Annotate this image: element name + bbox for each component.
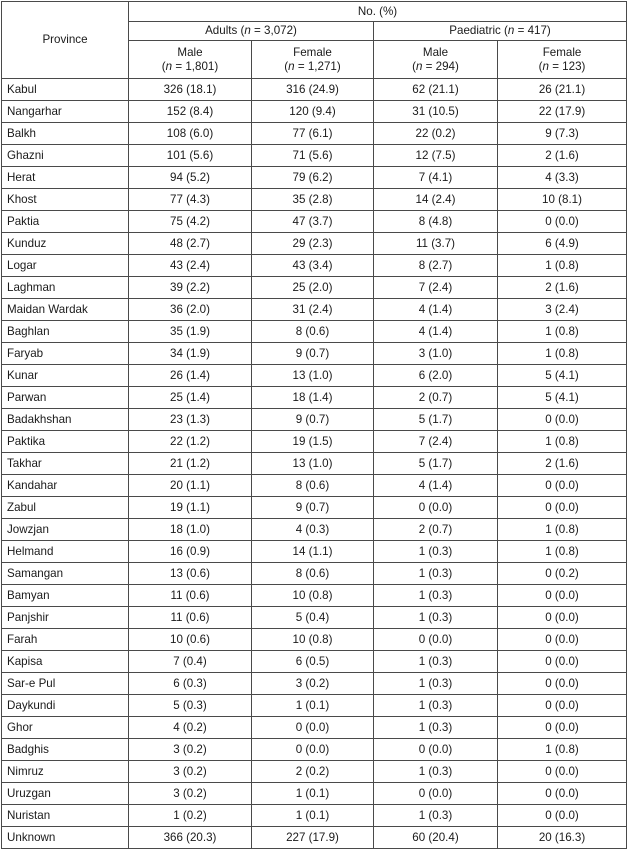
adult-male-cell: 22 (1.2) <box>129 431 252 453</box>
paed-male-n: (n = 294) <box>412 59 459 73</box>
paed-male-cell: 6 (2.0) <box>374 365 498 387</box>
paed-female-cell: 0 (0.2) <box>498 563 627 585</box>
table-row <box>2 695 627 717</box>
paed-male-cell: 14 (2.4) <box>374 189 498 211</box>
adult-female-cell: 47 (3.7) <box>252 211 374 233</box>
adult-male-cell: 3 (0.2) <box>129 739 252 761</box>
province-cell: Zabul <box>2 497 129 519</box>
table-row <box>2 651 627 673</box>
paed-male-cell: 5 (1.7) <box>374 409 498 431</box>
paed-male-cell: 0 (0.0) <box>374 739 498 761</box>
adult-female-cell: 8 (0.6) <box>252 475 374 497</box>
table-row <box>2 343 627 365</box>
paed-female-cell: 1 (0.8) <box>498 739 627 761</box>
paed-female-cell: 0 (0.0) <box>498 783 627 805</box>
province-cell: Badakhshan <box>2 409 129 431</box>
adult-male-cell: 48 (2.7) <box>129 233 252 255</box>
table-row <box>2 365 627 387</box>
table-row <box>2 321 627 343</box>
province-cell: Badghis <box>2 739 129 761</box>
paed-male-cell: 4 (1.4) <box>374 475 498 497</box>
adult-female-cell: 77 (6.1) <box>252 123 374 145</box>
paed-female-cell: 0 (0.0) <box>498 761 627 783</box>
table-row <box>2 299 627 321</box>
province-cell: Laghman <box>2 277 129 299</box>
adult-female-cell: 10 (0.8) <box>252 585 374 607</box>
paed-male-cell: 1 (0.3) <box>374 695 498 717</box>
adult-male-cell: 108 (6.0) <box>129 123 252 145</box>
paed-female-cell: 5 (4.1) <box>498 387 627 409</box>
adult-male-cell: 3 (0.2) <box>129 761 252 783</box>
adult-male-header <box>129 41 252 79</box>
paed-male-cell: 7 (2.4) <box>374 431 498 453</box>
province-cell: Samangan <box>2 563 129 585</box>
paed-female-cell: 20 (16.3) <box>498 827 627 849</box>
paed-female-cell: 0 (0.0) <box>498 717 627 739</box>
paed-male-cell: 1 (0.3) <box>374 541 498 563</box>
adult-male-cell: 94 (5.2) <box>129 167 252 189</box>
adult-female-cell: 227 (17.9) <box>252 827 374 849</box>
table-row <box>2 629 627 651</box>
adult-male-cell: 16 (0.9) <box>129 541 252 563</box>
province-cell: Kandahar <box>2 475 129 497</box>
paed-female-cell: 0 (0.0) <box>498 695 627 717</box>
province-cell: Logar <box>2 255 129 277</box>
paed-male-cell: 4 (1.4) <box>374 321 498 343</box>
adult-female-cell: 4 (0.3) <box>252 519 374 541</box>
adult-male-cell: 10 (0.6) <box>129 629 252 651</box>
table-row <box>2 255 627 277</box>
adult-female-cell: 19 (1.5) <box>252 431 374 453</box>
paed-male-cell: 8 (4.8) <box>374 211 498 233</box>
paed-male-cell: 3 (1.0) <box>374 343 498 365</box>
adult-female-cell: 71 (5.6) <box>252 145 374 167</box>
province-cell: Maidan Wardak <box>2 299 129 321</box>
adult-male-cell: 11 (0.6) <box>129 607 252 629</box>
paed-male-cell: 12 (7.5) <box>374 145 498 167</box>
paed-male-label: Male <box>422 45 449 59</box>
paed-male-cell: 0 (0.0) <box>374 629 498 651</box>
table-row <box>2 783 627 805</box>
adult-male-cell: 3 (0.2) <box>129 783 252 805</box>
paed-female-cell: 1 (0.8) <box>498 431 627 453</box>
table-row <box>2 541 627 563</box>
paed-female-cell: 0 (0.0) <box>498 651 627 673</box>
adult-male-cell: 77 (4.3) <box>129 189 252 211</box>
adult-female-cell: 13 (1.0) <box>252 453 374 475</box>
table-row <box>2 827 627 849</box>
paed-female-cell: 0 (0.0) <box>498 585 627 607</box>
adult-female-cell: 0 (0.0) <box>252 717 374 739</box>
paed-male-cell: 60 (20.4) <box>374 827 498 849</box>
adult-male-cell: 20 (1.1) <box>129 475 252 497</box>
adult-female-header <box>252 41 374 79</box>
province-cell: Helmand <box>2 541 129 563</box>
adult-female-cell: 13 (1.0) <box>252 365 374 387</box>
paed-male-cell: 0 (0.0) <box>374 783 498 805</box>
adults-label: Adults (n = 3,072) <box>205 24 297 37</box>
province-cell: Paktia <box>2 211 129 233</box>
paed-female-cell: 26 (21.1) <box>498 79 627 101</box>
table-row <box>2 189 627 211</box>
adult-male-cell: 25 (1.4) <box>129 387 252 409</box>
paed-male-cell: 5 (1.7) <box>374 453 498 475</box>
paed-female-cell: 0 (0.0) <box>498 607 627 629</box>
adult-female-cell: 43 (3.4) <box>252 255 374 277</box>
adult-female-cell: 1 (0.1) <box>252 805 374 827</box>
table-row <box>2 431 627 453</box>
paediatric-header <box>374 22 627 41</box>
paed-female-cell: 1 (0.8) <box>498 519 627 541</box>
table-row <box>2 167 627 189</box>
paed-male-cell: 11 (3.7) <box>374 233 498 255</box>
paed-male-cell: 7 (4.1) <box>374 167 498 189</box>
paed-female-header <box>498 41 627 79</box>
paed-male-cell: 1 (0.3) <box>374 673 498 695</box>
paed-female-cell: 9 (7.3) <box>498 123 627 145</box>
adult-male-cell: 23 (1.3) <box>129 409 252 431</box>
table-row <box>2 145 627 167</box>
adult-female-cell: 9 (0.7) <box>252 409 374 431</box>
paed-female-cell: 1 (0.8) <box>498 541 627 563</box>
province-cell: Uruzgan <box>2 783 129 805</box>
paed-female-cell: 1 (0.8) <box>498 343 627 365</box>
province-cell: Kapisa <box>2 651 129 673</box>
adult-female-cell: 25 (2.0) <box>252 277 374 299</box>
province-cell: Ghor <box>2 717 129 739</box>
adult-female-cell: 9 (0.7) <box>252 497 374 519</box>
adult-female-cell: 18 (1.4) <box>252 387 374 409</box>
province-cell: Panjshir <box>2 607 129 629</box>
table-row <box>2 79 627 101</box>
province-cell: Paktika <box>2 431 129 453</box>
paed-female-cell: 10 (8.1) <box>498 189 627 211</box>
adult-female-cell: 8 (0.6) <box>252 563 374 585</box>
adult-female-cell: 10 (0.8) <box>252 629 374 651</box>
adult-female-cell: 120 (9.4) <box>252 101 374 123</box>
province-cell: Daykundi <box>2 695 129 717</box>
province-cell: Ghazni <box>2 145 129 167</box>
province-cell: Parwan <box>2 387 129 409</box>
adult-female-cell: 1 (0.1) <box>252 783 374 805</box>
adult-female-cell: 9 (0.7) <box>252 343 374 365</box>
paed-male-cell: 2 (0.7) <box>374 519 498 541</box>
adult-male-label: Male <box>177 45 203 59</box>
adult-male-cell: 21 (1.2) <box>129 453 252 475</box>
adult-male-cell: 26 (1.4) <box>129 365 252 387</box>
paed-female-cell: 6 (4.9) <box>498 233 627 255</box>
paed-male-cell: 62 (21.1) <box>374 79 498 101</box>
province-cell: Nimruz <box>2 761 129 783</box>
adults-header <box>129 22 374 41</box>
paed-male-cell: 7 (2.4) <box>374 277 498 299</box>
table-row <box>2 387 627 409</box>
province-cell: Farah <box>2 629 129 651</box>
paed-male-cell: 22 (0.2) <box>374 123 498 145</box>
adult-male-cell: 1 (0.2) <box>129 805 252 827</box>
table-row <box>2 211 627 233</box>
paediatric-label: Paediatric (n = 417) <box>449 24 551 37</box>
adult-male-cell: 326 (18.1) <box>129 79 252 101</box>
adult-female-cell: 29 (2.3) <box>252 233 374 255</box>
paed-female-cell: 0 (0.0) <box>498 497 627 519</box>
paed-male-cell: 4 (1.4) <box>374 299 498 321</box>
table-row <box>2 497 627 519</box>
adult-male-cell: 152 (8.4) <box>129 101 252 123</box>
table-row <box>2 475 627 497</box>
table-row <box>2 233 627 255</box>
table-row <box>2 123 627 145</box>
paed-male-cell: 1 (0.3) <box>374 585 498 607</box>
table-row <box>2 277 627 299</box>
adult-male-cell: 4 (0.2) <box>129 717 252 739</box>
table-row <box>2 101 627 123</box>
province-cell: Herat <box>2 167 129 189</box>
adult-male-cell: 43 (2.4) <box>129 255 252 277</box>
paed-female-cell: 5 (4.1) <box>498 365 627 387</box>
table-row <box>2 761 627 783</box>
province-cell: Balkh <box>2 123 129 145</box>
adult-female-cell: 14 (1.1) <box>252 541 374 563</box>
paed-male-cell: 1 (0.3) <box>374 563 498 585</box>
paed-male-cell: 1 (0.3) <box>374 805 498 827</box>
paed-male-cell: 31 (10.5) <box>374 101 498 123</box>
province-cell: Khost <box>2 189 129 211</box>
paed-male-header <box>374 41 498 79</box>
province-header: Province <box>2 2 129 79</box>
paed-female-cell: 4 (3.3) <box>498 167 627 189</box>
paed-female-cell: 0 (0.0) <box>498 409 627 431</box>
province-cell: Kabul <box>2 79 129 101</box>
province-table <box>1 1 627 849</box>
province-cell: Takhar <box>2 453 129 475</box>
paed-female-cell: 2 (1.6) <box>498 145 627 167</box>
adult-male-cell: 35 (1.9) <box>129 321 252 343</box>
adult-male-cell: 19 (1.1) <box>129 497 252 519</box>
table-row <box>2 673 627 695</box>
table-row <box>2 453 627 475</box>
adult-female-cell: 316 (24.9) <box>252 79 374 101</box>
no-pct-header: No. (%) <box>129 2 627 22</box>
adult-female-cell: 5 (0.4) <box>252 607 374 629</box>
adult-male-cell: 36 (2.0) <box>129 299 252 321</box>
paed-male-cell: 8 (2.7) <box>374 255 498 277</box>
adult-female-cell: 2 (0.2) <box>252 761 374 783</box>
adult-male-cell: 11 (0.6) <box>129 585 252 607</box>
adult-male-cell: 7 (0.4) <box>129 651 252 673</box>
adult-female-n: (n = 1,271) <box>284 59 341 73</box>
paed-female-cell: 22 (17.9) <box>498 101 627 123</box>
paed-female-cell: 0 (0.0) <box>498 805 627 827</box>
adult-male-cell: 75 (4.2) <box>129 211 252 233</box>
paed-female-cell: 1 (0.8) <box>498 321 627 343</box>
province-cell: Faryab <box>2 343 129 365</box>
table-row <box>2 563 627 585</box>
adult-male-cell: 34 (1.9) <box>129 343 252 365</box>
paed-female-cell: 0 (0.0) <box>498 475 627 497</box>
paed-female-label: Female <box>542 45 582 59</box>
table-row <box>2 805 627 827</box>
table-row <box>2 717 627 739</box>
paed-female-cell: 3 (2.4) <box>498 299 627 321</box>
province-cell: Jowzjan <box>2 519 129 541</box>
province-cell: Baghlan <box>2 321 129 343</box>
adult-male-cell: 6 (0.3) <box>129 673 252 695</box>
adult-male-cell: 18 (1.0) <box>129 519 252 541</box>
adult-female-cell: 0 (0.0) <box>252 739 374 761</box>
adult-male-cell: 13 (0.6) <box>129 563 252 585</box>
paed-male-cell: 1 (0.3) <box>374 607 498 629</box>
adult-female-cell: 1 (0.1) <box>252 695 374 717</box>
paed-male-cell: 1 (0.3) <box>374 761 498 783</box>
adult-male-n: (n = 1,801) <box>161 59 219 73</box>
adult-female-label: Female <box>293 45 332 59</box>
province-cell: Kunduz <box>2 233 129 255</box>
paed-male-cell: 1 (0.3) <box>374 717 498 739</box>
paed-female-cell: 1 (0.8) <box>498 255 627 277</box>
adult-female-cell: 35 (2.8) <box>252 189 374 211</box>
adult-female-cell: 6 (0.5) <box>252 651 374 673</box>
province-cell: Unknown <box>2 827 129 849</box>
paed-male-cell: 1 (0.3) <box>374 651 498 673</box>
adult-female-cell: 3 (0.2) <box>252 673 374 695</box>
province-cell: Bamyan <box>2 585 129 607</box>
adult-male-cell: 366 (20.3) <box>129 827 252 849</box>
adult-female-cell: 79 (6.2) <box>252 167 374 189</box>
province-cell: Nuristan <box>2 805 129 827</box>
paed-female-n: (n = 123) <box>538 59 586 73</box>
province-cell: Sar-e Pul <box>2 673 129 695</box>
adult-female-cell: 31 (2.4) <box>252 299 374 321</box>
paed-female-cell: 0 (0.0) <box>498 629 627 651</box>
paed-female-cell: 0 (0.0) <box>498 673 627 695</box>
table-row <box>2 409 627 431</box>
table-row <box>2 585 627 607</box>
adult-female-cell: 8 (0.6) <box>252 321 374 343</box>
table-row <box>2 739 627 761</box>
table-body <box>2 79 627 849</box>
adult-male-cell: 39 (2.2) <box>129 277 252 299</box>
table-row <box>2 519 627 541</box>
paed-male-cell: 2 (0.7) <box>374 387 498 409</box>
paed-male-cell: 0 (0.0) <box>374 497 498 519</box>
province-cell: Kunar <box>2 365 129 387</box>
adult-male-cell: 101 (5.6) <box>129 145 252 167</box>
paed-female-cell: 2 (1.6) <box>498 277 627 299</box>
table-row <box>2 607 627 629</box>
paed-female-cell: 2 (1.6) <box>498 453 627 475</box>
paed-female-cell: 0 (0.0) <box>498 211 627 233</box>
province-cell: Nangarhar <box>2 101 129 123</box>
adult-male-cell: 5 (0.3) <box>129 695 252 717</box>
